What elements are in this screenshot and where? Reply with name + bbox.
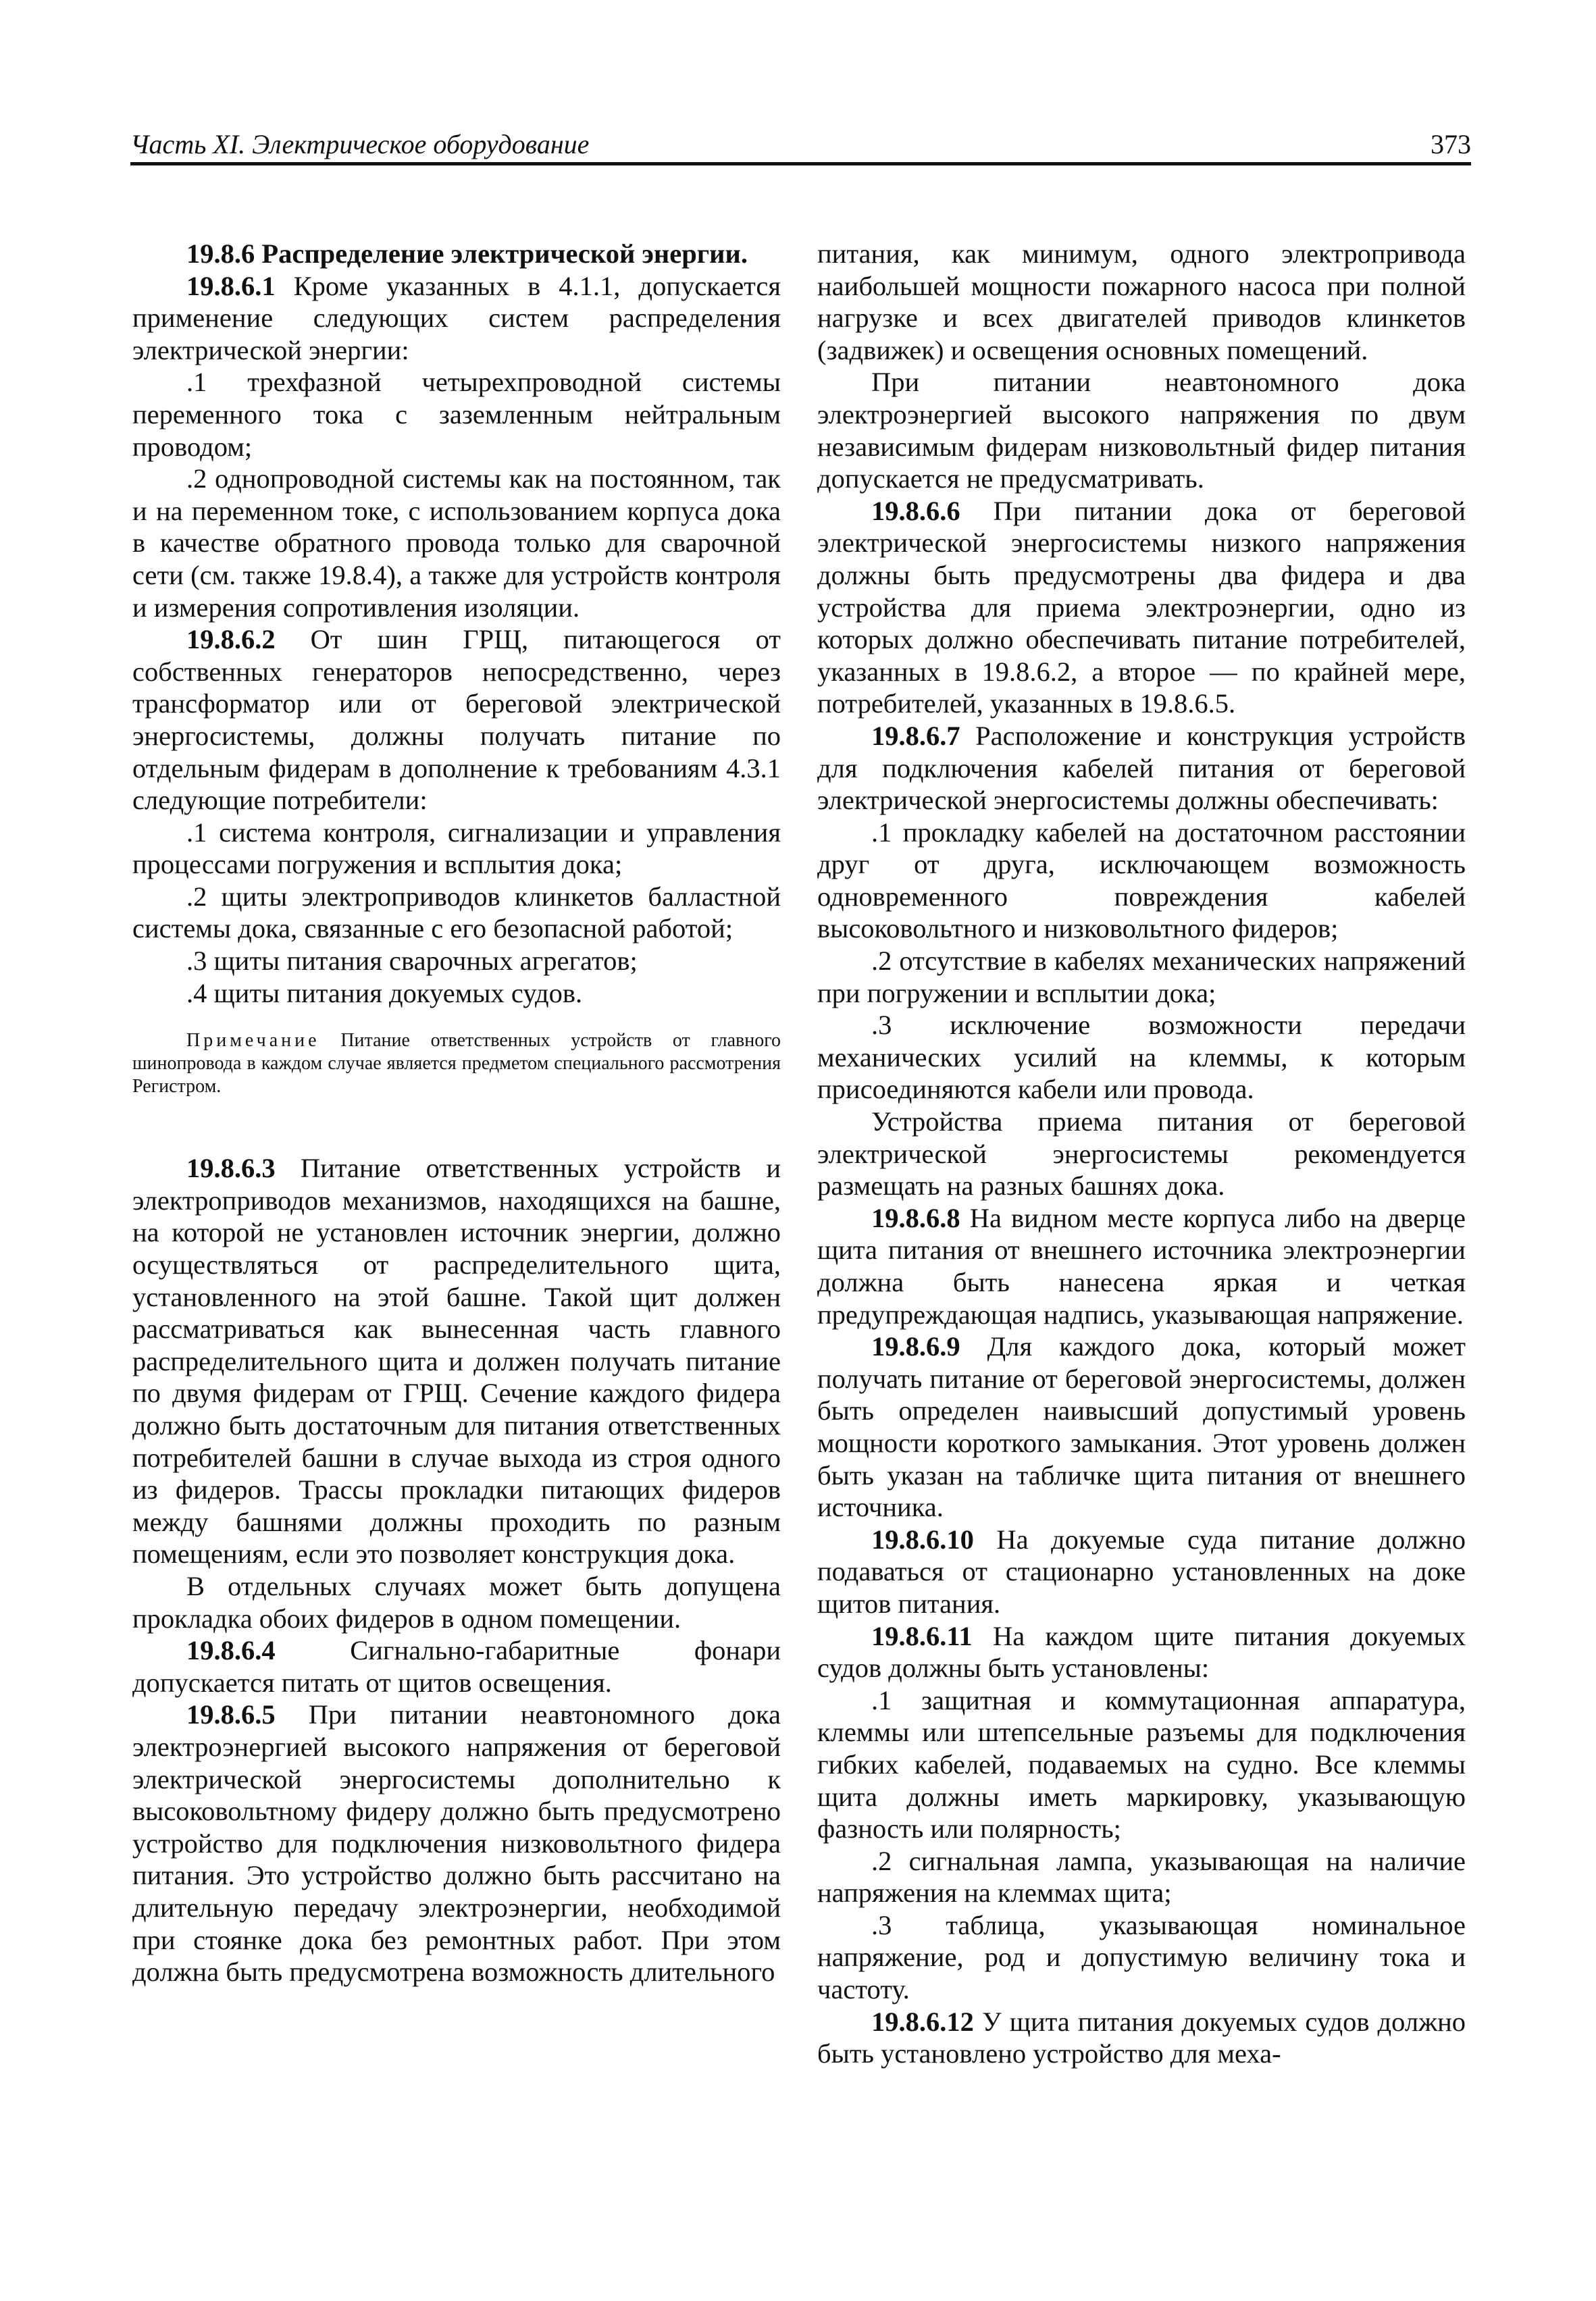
note-text: Питание ответственных устройств от главного шинопровода в каждом случае является предметом специального рассмотрения Регистром. (132, 1030, 781, 1097)
paragraph-19-8-6-12 (817, 2006, 1466, 2070)
clause-text: При питании дока от береговой электрической энергосистемы низкого напряжения должны быть предусмотрены два фидера и два устройства для приема электроэнергии, одно из которых должно обеспечивать питание потребителей, указанных в 19.8.6.2, а второе — по крайней мере, потребителей, указанных в 19.8.6.5. (817, 495, 1466, 719)
list-item: .3 исключение возможности передачи механических усилий на клеммы, к которым присоединяются кабели или провода. (817, 1010, 1466, 1105)
list-item: .3 таблица, указывающая номинальное напряжение, род и допустимую величину тока и частоту. (817, 1909, 1466, 2005)
note (132, 1029, 781, 1098)
clause-text: Питание ответственных устройств и электроприводов механизмов, находящихся на башне, на которой не установлен источник энергии, должно осуществляться от распределительного щита, установленного на этой башне. Такой щит должен рассматриваться как вынесенная часть главного распределительного щита и должен получать питание по двумя фидерам от ГРЩ. Сечение каждого фидера должно быть достаточным для питания ответственных потребителей башни в случае выхода из строя одного из фидеров. Трассы прокладки питающих фидеров между башнями должны проходить по разным помещениям, если это позволяет конструкция дока. (132, 1153, 781, 1570)
paragraph: При питании неавтономного дока электроэнергией высокого напряжения по двум независимым фидерам низковольтный фидер питания допускается не предусматривать. (817, 367, 1466, 494)
clause-text: На каждом щите питания докуемых судов должны быть установлены: (817, 1620, 1466, 1684)
list-item: .1 трехфазной четырехпроводной системы переменного тока с заземленным нейтральным проводом; (132, 367, 781, 462)
clause-text: Кроме указанных в 4.1.1, допускается применение следующих систем распределения электрической энергии: (132, 270, 781, 365)
clause-text: От шин ГРЩ, питающегося от собственных генераторов непосредственно, через трансформатор или от береговой электрической энергосистемы, должны получать питание по отдельным фидерам в дополнение к требованиям 4.3.1 следующие потребители: (132, 624, 781, 816)
clause-text: Сигнально-габаритные фонари допускается питать от щитов освещения. (132, 1635, 781, 1698)
paragraph-19-8-6-9 (817, 1330, 1466, 1524)
clause-number: 19.8.6.1 (186, 270, 276, 301)
clause-text: У щита питания докуемых судов должно быть установлено устройство для меха- (817, 2006, 1466, 2069)
list-item: .1 система контроля, сигнализации и управления процессами погружения и всплытия дока; (132, 817, 781, 880)
paragraph-19-8-6-6 (817, 495, 1466, 720)
clause-text: При питании неавтономного дока электроэнергией высокого напряжения от береговой электрической энергосистемы дополнительно к высоковольтному фидеру должно быть предусмотрено устройство для подключения низковольтного фидера питания. Это устройство должно быть рассчитано на длительную передачу электроэнергии, необходимой при стоянке дока без ремонтных работ. При этом должна быть предусмотрена возможность длительного (132, 1699, 781, 1988)
list-item: .2 однопроводной системы как на постоянном, так и на переменном токе, с использованием корпуса дока в качестве обратного провода только для сварочной сети (см. также 19.8.4), а также для устройств контроля и измерения сопротивления изоляции. (132, 463, 781, 623)
clause-number: 19.8.6.3 (186, 1153, 276, 1184)
clause-number: 19.8.6.5 (186, 1699, 276, 1730)
clause-number: 19.8.6.6 (871, 495, 960, 526)
clause-number: 19.8.6.10 (871, 1524, 974, 1555)
section-title: 19.8.6 Распределение электрической энергии. (186, 238, 748, 269)
header-title: Часть XI. Электрическое оборудование (130, 129, 590, 159)
left-column (132, 238, 781, 2250)
paragraph: Устройства приема питания от береговой электрической энергосистемы рекомендуется размещать на разных башнях дока. (817, 1106, 1466, 1201)
paragraph-19-8-6-3 (132, 1152, 781, 1570)
paragraph-continuation: питания, как минимум, одного электропривода наибольшей мощности пожарного насоса при полной нагрузке и всех двигателей приводов клинкетов (задвижек) и освещения основных помещений. (817, 238, 1466, 365)
paragraph-19-8-6-1 (132, 270, 781, 367)
right-column (817, 238, 1466, 2250)
clause-number: 19.8.6.11 (871, 1620, 973, 1651)
section-heading (132, 238, 781, 270)
paragraph-19-8-6-5 (132, 1699, 781, 1988)
clause-number: 19.8.6.8 (871, 1202, 960, 1233)
paragraph-19-8-6-7 (817, 720, 1466, 817)
clause-number: 19.8.6.12 (871, 2006, 974, 2037)
list-item: .1 прокладку кабелей на достаточном расстоянии друг от друга, исключающем возможность одновременного повреждения кабелей высоковольтного и низковольтного фидеров; (817, 817, 1466, 944)
clause-text: Расположение и конструкция устройств для подключения кабелей питания от береговой электрической энергосистемы должны обеспечивать: (817, 720, 1466, 816)
clause-number: 19.8.6.9 (871, 1331, 960, 1362)
clause-text: Для каждого дока, который может получать питание от береговой энергосистемы, должен быть определен наивысший допустимый уровень мощности короткого замыкания. Этот уровень должен быть указан на табличке щита питания от внешнего источника. (817, 1331, 1466, 1523)
clause-number: 19.8.6.4 (186, 1635, 276, 1666)
clause-text: На докуемые суда питание должно подаваться от стационарно установленных на доке щитов питания. (817, 1524, 1466, 1619)
paragraph-19-8-6-4 (132, 1634, 781, 1699)
paragraph-19-8-6-2 (132, 623, 781, 817)
clause-number: 19.8.6.7 (871, 720, 960, 751)
page-number: 373 (1431, 129, 1471, 159)
running-header (130, 127, 1471, 165)
list-item: .2 сигнальная лампа, указывающая на наличие напряжения на клеммах щита; (817, 1845, 1466, 1909)
list-item: .1 защитная и коммутационная аппаратура, клеммы или штепсельные разъемы для подключения гибких кабелей, подаваемых на судно. Все клеммы щита должны иметь маркировку, указывающую фазность или полярность; (817, 1684, 1466, 1844)
clause-number: 19.8.6.2 (186, 624, 276, 655)
list-item: .2 отсутствие в кабелях механических напряжений при погружении и всплытии дока; (817, 946, 1466, 1008)
paragraph-19-8-6-10 (817, 1524, 1466, 1620)
list-item: .4 щиты питания докуемых судов. (186, 977, 583, 1008)
note-label: Примечание (186, 1030, 320, 1052)
paragraph-19-8-6-11 (817, 1620, 1466, 1684)
clause-text: На видном месте корпуса либо на дверце щита питания от внешнего источника электроэнергии должна быть нанесена яркая и четкая предупреждающая надпись, указывающая напряжение. (817, 1202, 1466, 1330)
paragraph-19-8-6-8 (817, 1202, 1466, 1330)
paragraph: В отдельных случаях может быть допущена прокладка обоих фидеров в одном помещении. (132, 1570, 781, 1634)
list-item: .3 щиты питания сварочных агрегатов; (186, 946, 638, 977)
list-item: .2 щиты электроприводов клинкетов балластной системы дока, связанные с его безопасной работой; (132, 881, 781, 944)
